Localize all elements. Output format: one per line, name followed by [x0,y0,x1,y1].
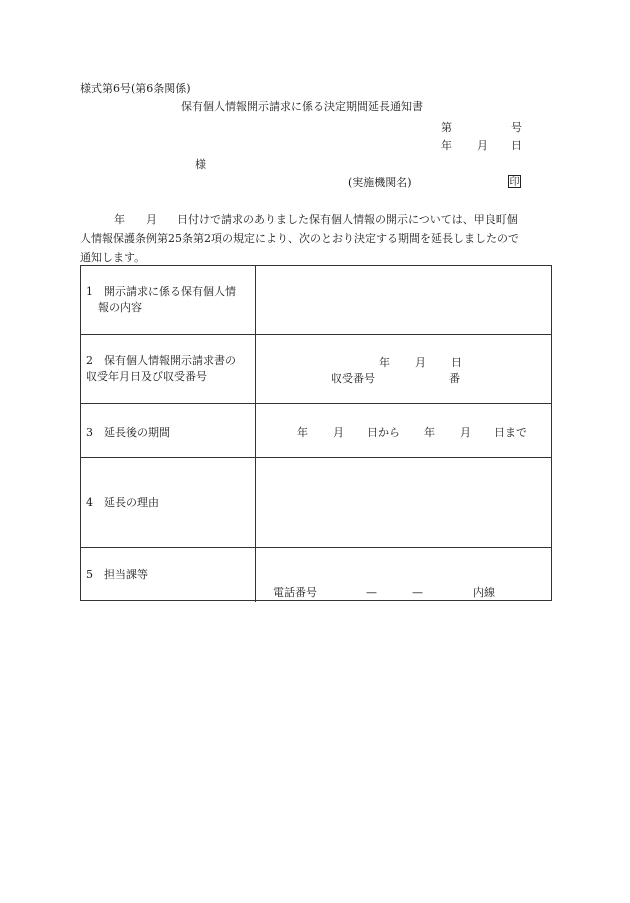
phone-dash-2: — [412,586,423,599]
period-to-month: 月 [460,426,471,439]
body-line-3: 通知します。 [80,251,146,264]
period-from-year: 年 [297,426,308,439]
phone-number-label: 電話番号 [273,586,317,599]
issue-number-suffix: 号 [511,121,522,134]
issue-date-year: 年 [441,139,452,152]
table-row-extension-reason [81,458,551,548]
row4-label: 4 延長の理由 [86,496,159,509]
row1-label-line-1: 1 開示請求に係る保有個人情 [86,285,236,298]
receipt-number-suffix: 番 [449,372,460,385]
row2-label [86,353,236,385]
table-row-receipt-info [81,335,551,404]
table-row-responsible-section [81,548,551,602]
receipt-month: 月 [415,356,426,369]
phone-dash-1: — [366,586,377,599]
row1-label-line-2: 報の内容 [98,301,142,314]
receipt-day: 日 [451,356,462,369]
issue-number-prefix: 第 [441,121,452,134]
addressee-honorific: 様 [195,158,206,171]
notice-details-table [80,265,552,601]
period-from-day: 日から [367,426,400,439]
body-year: 年 [114,213,125,226]
table-row-extended-period [81,404,551,458]
row2-label-line-1: 2 保有個人情報開示請求書の [86,354,236,367]
issue-date-day: 日 [511,139,522,152]
receipt-year: 年 [379,356,390,369]
body-month: 月 [146,213,157,226]
seal-stamp-box: 印 [509,177,520,188]
period-from-month: 月 [333,426,344,439]
table-row-request-content [81,266,551,335]
body-line-2: 人情報保護条例第25条第2項の規定により、次のとおり決定する期間を延長しましたので [80,232,519,245]
form-number: 様式第6号(第6条関係) [80,82,191,95]
agency-name-placeholder: (実施機関名) [348,176,412,189]
body-line-1-rest: 日付けで請求のありました保有個人情報の開示については、甲良町個 [177,213,518,226]
notice-body-text [80,210,555,267]
issue-date-month: 月 [477,139,488,152]
period-to-day: 日まで [494,426,527,439]
receipt-number-label: 収受番号 [331,372,375,385]
row2-label-line-2: 収受年月日及び収受番号 [86,370,207,383]
period-to-year: 年 [424,426,435,439]
row1-label [86,284,236,316]
body-line-1 [80,210,555,229]
row5-label: 5 担当課等 [86,568,148,581]
row3-label: 3 延長後の期間 [86,426,170,439]
extension-label: 内線 [473,586,495,599]
document-title: 保有個人情報開示請求に係る決定期間延長通知書 [181,100,423,113]
